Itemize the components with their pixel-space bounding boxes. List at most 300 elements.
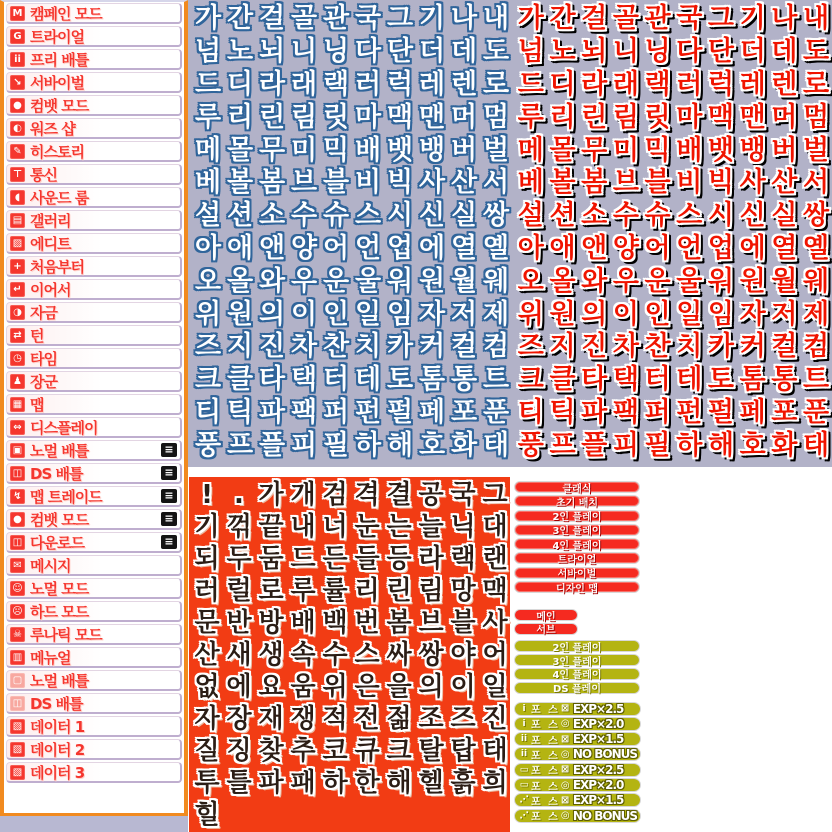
normal-battle-icon: ▢ [10, 673, 25, 688]
glyph-cell: 맨 [739, 101, 766, 133]
toggle-x-icon[interactable]: ⊠ [560, 794, 570, 806]
glyph-cell: 션 [549, 200, 576, 232]
glyph-cell: 저 [450, 298, 478, 330]
glyph-cell: 애 [549, 232, 576, 264]
exp-bonus-row[interactable] [514, 809, 641, 823]
glyph-cell: 리 [549, 101, 576, 133]
glyph-cell: 클 [549, 364, 576, 396]
glyph-cell: 펄 [707, 396, 735, 428]
menu-button-green[interactable] [514, 640, 640, 652]
glyph-cell: 개 [290, 480, 316, 510]
sidebar-item[interactable] [6, 164, 182, 185]
glyph-cell: 가 [258, 480, 284, 510]
glyph-cell: 원 [739, 265, 766, 297]
glyph-cell: 펀 [354, 396, 382, 428]
sidebar-item[interactable] [6, 555, 182, 576]
glyph-cell: 차 [612, 331, 639, 363]
glyph-cell: 멈 [482, 101, 510, 133]
glyph-cell: 메 [194, 134, 222, 166]
glyph-row [515, 36, 832, 69]
glyph-cell: 펄 [386, 396, 414, 428]
force-label: 포 스 [531, 781, 560, 793]
sidebar-item[interactable] [6, 578, 182, 599]
glyph-cell: 배 [676, 134, 703, 166]
glyph-cell: 흙 [450, 768, 476, 798]
sidebar-item-label: 갤러리 [30, 211, 71, 230]
glyph-row [191, 511, 511, 543]
glyph-cell: 어 [482, 640, 508, 670]
glyph-cell: 이 [612, 298, 639, 330]
menu-button-red[interactable] [514, 510, 640, 522]
sidebar-item[interactable] [6, 532, 182, 553]
exp-bonus-row[interactable] [514, 747, 641, 761]
glyph-cell: 웨 [482, 265, 510, 297]
glyph-cell: 의 [418, 672, 444, 702]
sidebar-item-label: 서바이벌 [30, 73, 84, 92]
glyph-grid-red-shadow [515, 3, 832, 462]
glyph-cell: 트 [482, 364, 510, 396]
glyph-cell: 즈 [517, 331, 544, 363]
force-label: 포 스 [531, 812, 560, 824]
glyph-cell: 트 [802, 364, 830, 396]
menu-button-label: 트라이얼 [557, 554, 597, 566]
glyph-cell: 실 [450, 200, 478, 232]
glyph-cell: 국 [450, 480, 476, 510]
toggle-x-icon[interactable]: ⊠ [560, 764, 570, 776]
glyph-cell: 단 [707, 36, 735, 68]
glyph-cell: 러 [194, 576, 220, 606]
menu-button-red[interactable] [514, 495, 640, 507]
sidebar-item[interactable] [6, 601, 182, 622]
glyph-cell: 실 [771, 200, 798, 232]
glyph-cell: 빅 [386, 167, 414, 199]
force-label: 포 스 [531, 796, 560, 808]
glyph-cell: 인 [644, 298, 671, 330]
glyph-cell: 요 [258, 672, 284, 702]
glyph-cell: 루 [517, 101, 544, 133]
glyph-cell: 번 [354, 608, 380, 638]
glyph-cell: . [234, 480, 244, 510]
glyph-cell: 크 [194, 364, 222, 396]
sidebar-item[interactable] [6, 693, 182, 714]
sidebar-item[interactable] [6, 394, 182, 415]
glyph-cell: 마 [354, 101, 382, 133]
glyph-cell: 이 [450, 672, 476, 702]
sidebar-item-label: 메시지 [30, 556, 71, 575]
glyph-cell: 와 [581, 265, 608, 297]
glyph-cell: 블 [450, 608, 476, 638]
glyph-row [515, 69, 832, 102]
glyph-row [515, 364, 832, 397]
glyph-cell: 비 [354, 167, 382, 199]
menu-button-red[interactable] [514, 567, 640, 579]
wireless-icon: ⋰ [519, 810, 529, 821]
menu-button-red[interactable] [514, 581, 640, 593]
glyph-cell: 월 [450, 265, 478, 297]
glyph-cell: 레 [418, 68, 446, 100]
glyph-cell: 제 [482, 298, 510, 330]
glyph-cell: 봄 [581, 167, 608, 199]
glyph-cell: 노 [226, 36, 254, 68]
menu-button-green[interactable] [514, 668, 640, 680]
glyph-cell: 업 [707, 232, 735, 264]
glyph-cell: 뱅 [739, 134, 766, 166]
glyph-cell: 이 [290, 298, 318, 330]
menu-button-label: DS 플레이 [553, 684, 601, 696]
glyph-cell: 시 [707, 200, 735, 232]
glyph-cell: 도 [802, 36, 830, 68]
glyph-grid-blue-outline [192, 3, 512, 462]
sidebar-item[interactable] [6, 187, 182, 208]
exp-value: EXP×1.5 [572, 732, 624, 747]
glyph-cell: 워 [707, 265, 735, 297]
glyph-cell: 럭 [386, 68, 414, 100]
sidebar-item[interactable] [6, 26, 182, 47]
glyph-row [515, 101, 832, 134]
glyph-cell: 없 [194, 672, 220, 702]
exp-bonus-stack [514, 702, 714, 824]
glyph-cell: 반 [226, 608, 252, 638]
sidebar-item[interactable] [6, 233, 182, 254]
glyph-cell: 설 [517, 200, 544, 232]
glyph-cell: 맥 [386, 101, 414, 133]
glyph-row [191, 639, 511, 671]
sidebar-item-label: 노멀 모드 [30, 579, 89, 598]
glyph-cell: 울 [354, 265, 382, 297]
glyph-cell: 질 [194, 736, 220, 766]
glyph-cell: 내 [482, 3, 510, 35]
glyph-cell: 파 [258, 768, 284, 798]
sidebar-item[interactable] [6, 118, 182, 139]
glyph-cell: 진 [581, 331, 608, 363]
glyph-cell: 토 [386, 364, 414, 396]
glyph-cell: 피 [290, 429, 318, 461]
glyph-row [192, 3, 512, 36]
glyph-cell: 기 [739, 3, 766, 35]
glyph-cell: 간 [549, 3, 576, 35]
glyph-cell: 림 [612, 101, 639, 133]
glyph-row [191, 703, 511, 735]
sidebar-item[interactable] [6, 739, 182, 760]
glyph-cell: 카 [386, 331, 414, 363]
glyph-cell: 우 [290, 265, 318, 297]
glyph-cell: 몰 [226, 134, 254, 166]
small-button-stack [514, 609, 714, 636]
sidebar-item[interactable] [6, 141, 182, 162]
glyph-cell: 일 [676, 298, 703, 330]
glyph-cell: 래 [290, 68, 318, 100]
glyph-row [191, 671, 511, 703]
menu-button-label: 디자인 맵 [555, 583, 599, 595]
sidebar-item[interactable] [6, 72, 182, 93]
glyph-cell: 린 [386, 576, 412, 606]
menu-button-label: 3인 플레이 [552, 526, 602, 538]
green-button-stack [514, 640, 714, 695]
glyph-cell: 랙 [322, 68, 350, 100]
glyph-cell: 쌍 [418, 640, 444, 670]
funds-icon: ◑ [10, 305, 25, 320]
ds-wireless-icon: ≡ [161, 443, 177, 457]
sidebar-item[interactable] [6, 371, 182, 392]
glyph-cell: 호 [739, 429, 766, 461]
sidebar-item-label: 하드 모드 [30, 602, 89, 621]
glyph-cell: 월 [771, 265, 798, 297]
gallery-icon: ▤ [10, 213, 25, 228]
glyph-cell: 속 [290, 640, 316, 670]
sidebar-item-label: 트라이얼 [30, 27, 84, 46]
toggle-o-icon[interactable]: ◎ [560, 779, 570, 791]
glyph-cell: 무 [581, 134, 608, 166]
menu-button-green[interactable] [514, 682, 640, 694]
glyph-row [515, 200, 832, 233]
glyph-cell: 화 [450, 429, 478, 461]
glyph-row [192, 69, 512, 102]
glyph-grid-dark [191, 479, 511, 831]
glyph-cell: 열 [771, 232, 798, 264]
glyph-cell: 도 [482, 36, 510, 68]
glyph-cell: 카 [707, 331, 735, 363]
glyph-cell: 양 [612, 232, 639, 264]
glyph-cell: 더 [739, 36, 766, 68]
glyph-cell: 두 [226, 544, 252, 574]
glyph-cell: 시 [386, 200, 414, 232]
glyph-cell: 라 [258, 68, 286, 100]
glyph-cell: 클 [226, 364, 254, 396]
exp-bonus-row[interactable] [514, 717, 641, 731]
glyph-cell: 렌 [771, 68, 798, 100]
sidebar-item[interactable] [6, 3, 182, 24]
glyph-cell: 봄 [386, 608, 412, 638]
toggle-o-icon[interactable]: ◎ [560, 718, 570, 730]
glyph-cell: 풍 [194, 429, 222, 461]
glyph-cell: 투 [194, 768, 220, 798]
glyph-cell: 틱 [226, 396, 254, 428]
glyph-cell: 장 [226, 704, 252, 734]
glyph-row [515, 397, 832, 430]
glyph-cell: 넘 [194, 36, 222, 68]
glyph-cell: 틀 [226, 768, 252, 798]
glyph-cell: 싸 [386, 640, 412, 670]
glyph-cell: 내 [802, 3, 830, 35]
glyph-cell: 오 [517, 265, 544, 297]
glyph-row [192, 36, 512, 69]
glyph-cell: 팩 [612, 396, 639, 428]
sidebar-item[interactable] [6, 95, 182, 116]
sidebar-item[interactable] [6, 302, 182, 323]
combat-mode-icon: ● [10, 512, 25, 527]
glyph-cell: 나 [450, 3, 478, 35]
glyph-cell: 기 [194, 512, 220, 542]
glyph-cell: 의 [581, 298, 608, 330]
sidebar-item-label: 통신 [30, 165, 57, 184]
toggle-x-icon[interactable]: ⊠ [560, 733, 570, 745]
glyph-cell: 애 [226, 232, 254, 264]
hard-mode-icon: ☹ [10, 604, 25, 619]
sidebar-item[interactable] [6, 647, 182, 668]
glyph-cell: 로 [258, 576, 284, 606]
toggle-x-icon[interactable]: ⊠ [560, 703, 570, 715]
glyph-cell: 희 [482, 768, 508, 798]
glyph-cell: 러 [676, 68, 703, 100]
glyph-cell: 디 [226, 68, 254, 100]
manual-icon: ▥ [10, 650, 25, 665]
sidebar-item[interactable] [6, 670, 182, 691]
download-icon: ◫ [10, 535, 25, 550]
glyph-cell: 뱃 [386, 134, 414, 166]
comm-icon: ⊤ [10, 167, 25, 182]
glyph-cell: 맥 [482, 576, 508, 606]
glyph-cell: 렌 [450, 68, 478, 100]
glyph-cell: 컴 [482, 331, 510, 363]
glyph-row [515, 3, 832, 36]
ds-wireless-icon: ≡ [161, 512, 177, 526]
glyph-cell: 믹 [644, 134, 671, 166]
glyph-cell: 찬 [644, 331, 671, 363]
glyph-cell: 자 [194, 704, 220, 734]
menu-button-red[interactable] [514, 524, 640, 536]
exp-bonus-row[interactable] [514, 778, 641, 792]
sidebar-item-label: 에디트 [30, 234, 71, 253]
toggle-o-icon[interactable]: ◎ [560, 810, 570, 822]
sidebar-item[interactable] [6, 279, 182, 300]
sidebar-item[interactable] [6, 348, 182, 369]
glyph-cell: 버 [450, 134, 478, 166]
glyph-cell: 가 [517, 3, 544, 35]
glyph-cell: 젊 [386, 704, 412, 734]
glyph-row [192, 364, 512, 397]
glyph-cell: 사 [482, 608, 508, 638]
turn-icon: ⇄ [10, 328, 25, 343]
glyph-cell: 위 [517, 298, 544, 330]
glyph-cell: 슈 [322, 200, 350, 232]
glyph-cell: 블 [644, 167, 671, 199]
glyph-cell: 비 [676, 167, 703, 199]
glyph-cell: 방 [258, 608, 284, 638]
glyph-cell: 관 [322, 3, 350, 35]
data-file-icon: ▧ [10, 742, 25, 757]
glyph-cell: 원 [549, 298, 576, 330]
glyph-cell: 드 [290, 544, 316, 574]
glyph-cell: 필 [644, 429, 671, 461]
glyph-cell: 더 [418, 36, 446, 68]
glyph-cell: 임 [707, 298, 735, 330]
exp-bonus-row[interactable] [514, 732, 641, 746]
glyph-cell: 든 [322, 544, 348, 574]
glyph-cell: 리 [354, 576, 380, 606]
glyph-cell: 우 [612, 265, 639, 297]
toggle-o-icon[interactable]: ◎ [560, 748, 570, 760]
sidebar-item[interactable] [6, 210, 182, 231]
message-icon: ✉ [10, 558, 25, 573]
glyph-cell: 플 [581, 429, 608, 461]
glyph-row [192, 397, 512, 430]
glyph-row [192, 134, 512, 167]
exp-bonus-row[interactable] [514, 763, 641, 777]
glyph-cell: 수 [290, 200, 318, 232]
sidebar-item-label: 다운로드 [30, 533, 84, 552]
glyph-row [191, 607, 511, 639]
glyph-cell: 배 [290, 608, 316, 638]
glyph-cell: 하 [322, 768, 348, 798]
sidebar-item[interactable] [6, 49, 182, 70]
glyph-cell: 머 [771, 101, 798, 133]
glyph-cell: 티 [517, 396, 544, 428]
menu-button-green[interactable] [514, 654, 640, 666]
force-label: 포 스 [531, 766, 560, 778]
glyph-cell: 볼 [226, 167, 254, 199]
data-file-icon: ▧ [10, 719, 25, 734]
glyph-cell: 러 [354, 68, 382, 100]
sidebar-item[interactable] [6, 417, 182, 438]
glyph-row [515, 331, 832, 364]
menu-button-small[interactable] [514, 623, 578, 635]
sidebar-item-label: 맵 [30, 395, 44, 414]
glyph-cell: 베 [194, 167, 222, 199]
menu-button-small[interactable] [514, 609, 578, 621]
two-player-icon: ii [520, 749, 528, 760]
menu-button-red[interactable] [514, 538, 640, 550]
glyph-cell: 적 [322, 704, 348, 734]
glyph-cell: 코 [322, 736, 348, 766]
exp-bonus-row[interactable] [514, 793, 641, 807]
glyph-cell: 어 [322, 232, 350, 264]
sidebar-item-label: 이어서 [30, 280, 71, 299]
sidebar-item[interactable] [6, 463, 182, 484]
data-file-icon: ▧ [10, 765, 25, 780]
ds-console-icon: ▭ [519, 780, 529, 791]
menu-button-panel [514, 481, 714, 824]
glyph-row [192, 233, 512, 266]
glyph-cell: 치 [676, 331, 703, 363]
glyph-cell: 볼 [549, 167, 576, 199]
glyph-cell: 산 [194, 640, 220, 670]
sidebar-item[interactable] [6, 624, 182, 645]
glyph-row [515, 134, 832, 167]
glyph-cell: 의 [258, 298, 286, 330]
exp-bonus-row[interactable] [514, 702, 641, 716]
menu-button-red[interactable] [514, 552, 640, 564]
glyph-cell: 라 [418, 544, 444, 574]
glyph-cell: 한 [354, 768, 380, 798]
sidebar-item[interactable] [6, 762, 182, 783]
menu-button-red[interactable] [514, 481, 640, 493]
glyph-cell: 릿 [322, 101, 350, 133]
glyph-cell: 팩 [290, 396, 318, 428]
sidebar-item[interactable] [6, 716, 182, 737]
glyph-row [191, 799, 511, 831]
glyph-cell: 뱅 [418, 134, 446, 166]
sidebar-item[interactable] [6, 440, 182, 461]
ds-battle-icon: ◫ [10, 696, 25, 711]
sidebar-item[interactable] [6, 509, 182, 530]
glyph-cell: 단 [386, 36, 414, 68]
glyph-cell: 옐 [802, 232, 830, 264]
glyph-cell: 워 [386, 265, 414, 297]
sidebar-item-label: 처음부터 [30, 257, 84, 276]
glyph-cell: 베 [517, 167, 544, 199]
glyph-cell: 린 [258, 101, 286, 133]
sidebar-item[interactable] [6, 325, 182, 346]
glyph-cell: 드 [194, 68, 222, 100]
glyph-cell: 큐 [354, 736, 380, 766]
sidebar-item-label: 컴뱃 모드 [30, 510, 89, 529]
map-icon: ▦ [10, 397, 25, 412]
glyph-cell: 벌 [482, 134, 510, 166]
sidebar-item[interactable] [6, 256, 182, 277]
glyph-cell: 쌍 [482, 200, 510, 232]
sidebar-item[interactable] [6, 486, 182, 507]
glyph-row [191, 735, 511, 767]
